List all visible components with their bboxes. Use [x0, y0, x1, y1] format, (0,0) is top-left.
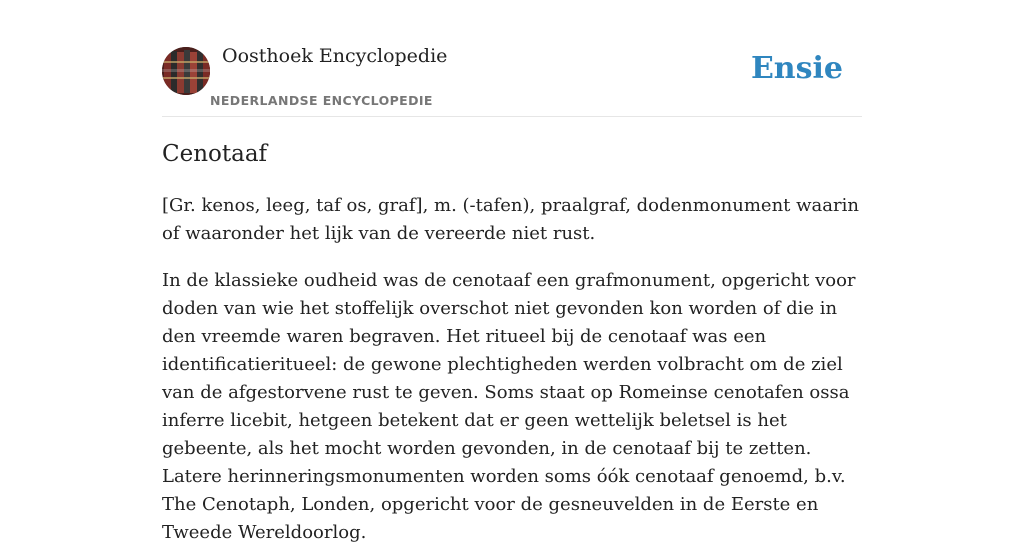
- site-title[interactable]: Oosthoek Encyclopedie: [222, 45, 448, 67]
- book-spines-icon[interactable]: [162, 47, 210, 95]
- site-subtitle: NEDERLANDSE ENCYCLOPEDIE: [210, 93, 433, 108]
- article-title: Cenotaaf: [162, 141, 268, 167]
- page: [162, 0, 862, 543]
- article-paragraph: [Gr. kenos, leeg, taf os, graf], m. (-tafen), praalgraf, dodenmonument waarin of waaronder het lijk van de vereerde niet rust.: [162, 195, 859, 244]
- article: [162, 138, 862, 547]
- site-header: [162, 0, 862, 117]
- article-paragraph: In de klassieke oudheid was de cenotaaf een grafmonument, opgericht voor doden van wie het stoffelijk overschot niet gevonden kon worden of die in den vreemde waren begraven. Het ritueel bij de cenotaaf was een identificatieritueel: de gewone plechtigheden werden volbracht om de ziel van de afgestorvene rust te geven. Soms staat op Romeinse cenotafen ossa inferre licebit, hetgeen betekent dat er geen wettelijk beletsel is het gebeente, als het mocht worden gevonden, in de cenotaaf bij te zetten. Latere herinneringsmonumenten worden soms óók cenotaaf genoemd, b.v. The Cenotaph, Londen, opgericht voor de gesneuvelden in de Eerste en Tweede Wereldoorlog.: [162, 270, 856, 543]
- brand-logo[interactable]: Ensie: [750, 51, 843, 86]
